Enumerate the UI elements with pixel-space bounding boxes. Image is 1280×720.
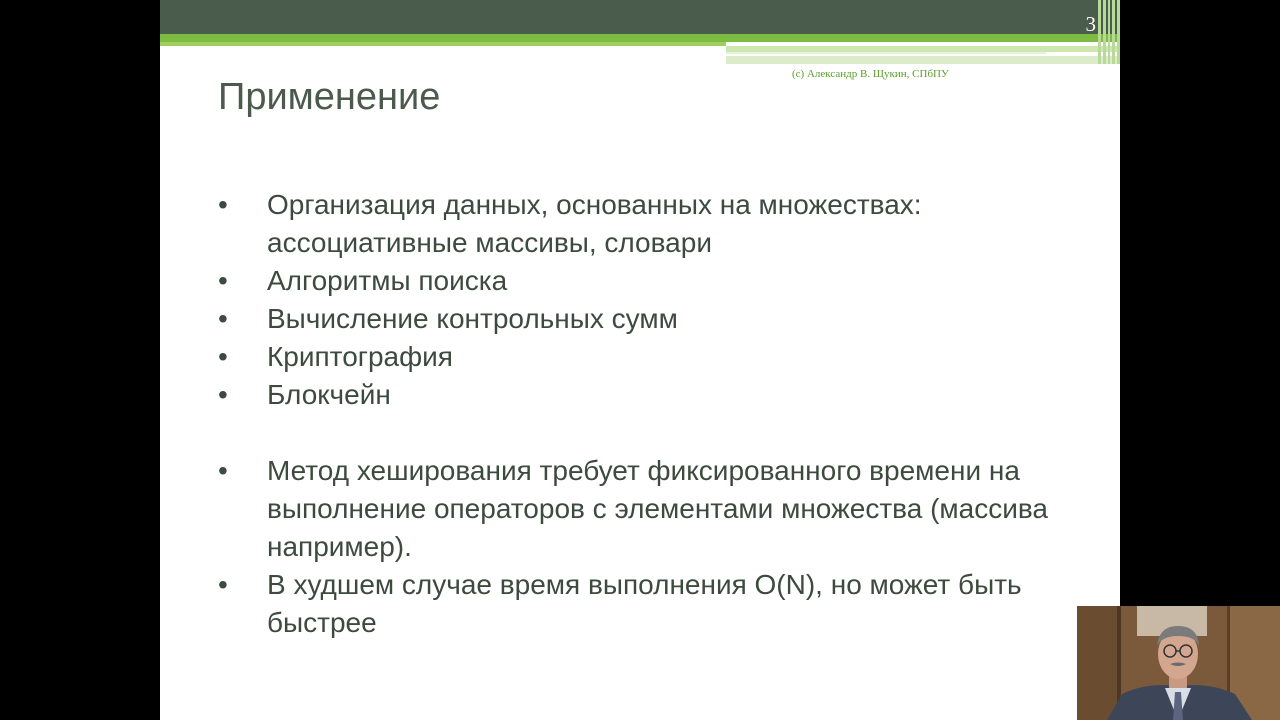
header-accent-stripe — [160, 34, 1120, 42]
slide-title: Применение — [218, 76, 441, 118]
bullet-item — [218, 262, 1068, 300]
bullet-spacer — [218, 414, 1068, 452]
bullet-item — [218, 376, 1068, 414]
bullet-dot: • — [218, 379, 228, 410]
presentation-slide — [160, 0, 1120, 720]
bullet-text: Криптография — [267, 341, 453, 372]
bullet-text: Организация данных, основанных на множествах: ассоциативные массивы, словари — [267, 189, 922, 258]
bullet-dot: • — [218, 303, 228, 334]
bullet-dot: • — [218, 189, 228, 220]
slide-header-bar — [160, 0, 1120, 34]
slide-page-number: 3 — [1085, 12, 1096, 36]
bullet-text: Вычисление контрольных сумм — [267, 303, 678, 334]
bullet-text: Блокчейн — [267, 379, 391, 410]
presenter-video-icon — [1077, 606, 1280, 720]
bullet-text: В худшем случае время выполнения O(N), но может быть быстрее — [267, 569, 1022, 638]
header-vertical-stripes — [1098, 0, 1120, 64]
bullet-list — [218, 186, 1068, 642]
bullet-dot: • — [218, 341, 228, 372]
slide-copyright: (c) Александр В. Щукин, СПбПУ — [792, 68, 949, 80]
bullet-item — [218, 300, 1068, 338]
bullet-text: Алгоритмы поиска — [267, 265, 508, 296]
bullet-item — [218, 452, 1068, 566]
bullet-item — [218, 566, 1068, 642]
header-accent-stripe-light — [160, 42, 726, 46]
header-accent-stripe-pale-2 — [726, 56, 1120, 64]
bullet-text: Метод хеширования требует фиксированного времени на выполнение операторов с элементами множества (массива например). — [267, 455, 1048, 562]
bullet-item — [218, 186, 1068, 262]
bullet-dot: • — [218, 569, 228, 600]
bullet-dot: • — [218, 265, 228, 296]
header-accent-stripe-thin — [726, 52, 1046, 54]
bullet-item — [218, 338, 1068, 376]
presenter-webcam-overlay — [1077, 606, 1280, 720]
bullet-dot: • — [218, 455, 228, 486]
